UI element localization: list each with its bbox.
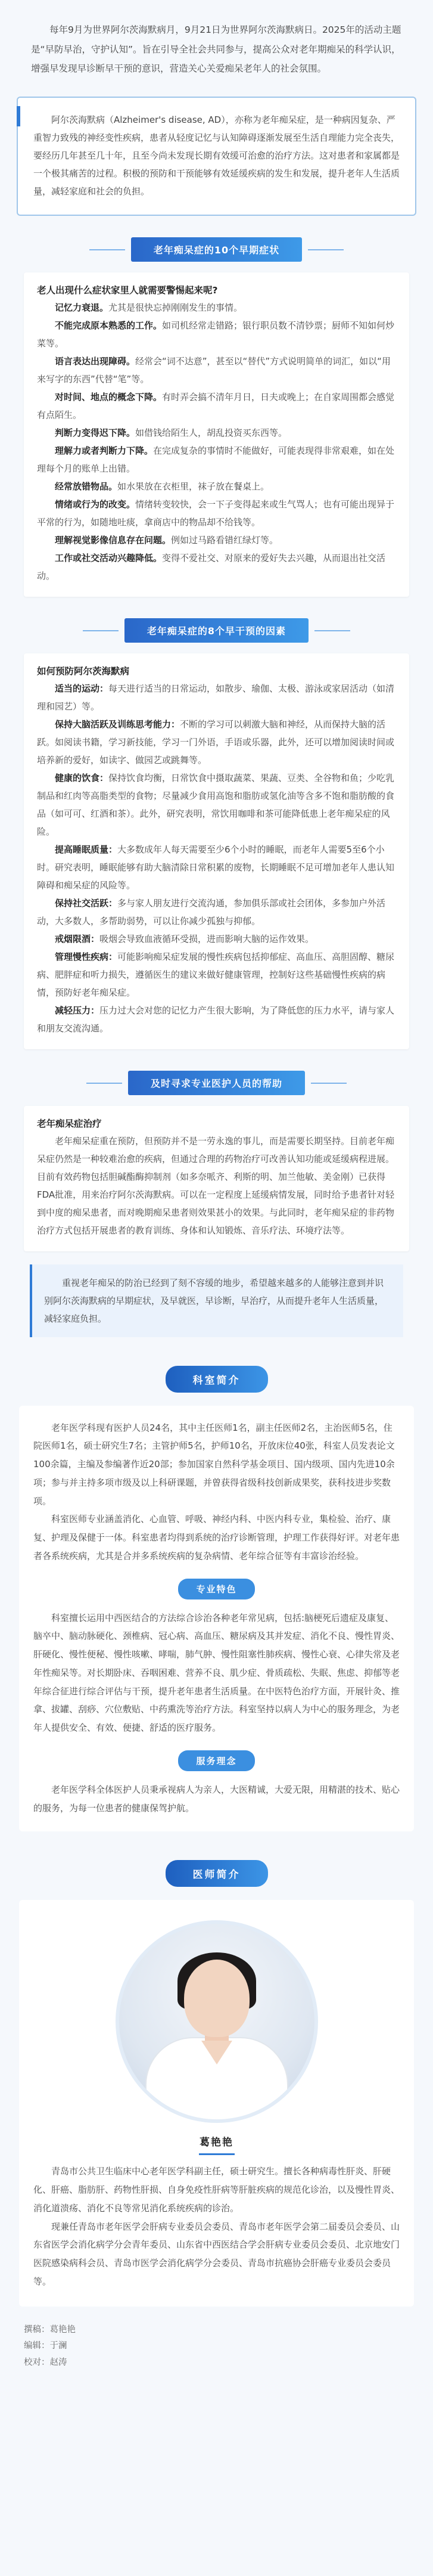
symptom-item [37, 299, 396, 317]
prevention-item-heading: 减轻压力： [55, 1005, 100, 1016]
prevention-item-heading: 适当的运动： [55, 683, 109, 694]
section3-card [24, 1106, 409, 1251]
dept-title-wrap [0, 1366, 433, 1393]
doctor-title: 医师简介 [166, 1860, 268, 1887]
prevention-item-heading: 保持社交活跃： [55, 897, 118, 909]
symptom-item-heading: 语言表达出现障碍。 [55, 355, 136, 367]
symptom-item [37, 388, 396, 424]
prevention-item-heading: 管理慢性疾病： [55, 951, 118, 962]
symptom-item-heading: 工作或社交活动兴趣降低。 [55, 552, 163, 563]
doctor-name-underline [199, 2153, 235, 2155]
prevention-item-heading: 保持大脑活跃及训练思考能力： [55, 718, 180, 730]
prevention-item-text: 可能影响痴呆症发展的慢性疾病包括抑郁症、高血压、高胆固醇、糖尿病、肥胖症和听力损失，遵循医生的建议来做好健康管理，控制好这些基础慢性疾病的病情，预防好老年痴呆症。 [37, 951, 395, 998]
symptom-item [37, 442, 396, 478]
prevention-item [37, 948, 396, 1002]
symptom-item-text: 如水果放在衣柜里，袜子放在餐桌上。 [117, 481, 270, 492]
prevention-item-text: 大多数成年人每天需要至少6个小时的睡眠，而老年人需要5至6个小时。研究表明，睡眠能够有助大脑清除日常积累的废物，长期睡眠不足可增加老年人患认知障碍和痴呆症的风险等。 [37, 844, 395, 891]
section3-lead: 老年痴呆症治疗 [37, 1118, 102, 1129]
prevention-item-text: 不断的学习可以刺激大脑和神经，从而保持大脑的活跃。如阅读书籍，学习新技能，学习一门外语，手语或乐器，此外，还可以增加阅读时间或培养新的爱好，如读字、做园艺或跳舞等。 [37, 718, 395, 765]
quote-card [17, 97, 416, 216]
section2-banner [0, 618, 433, 643]
symptom-item [37, 495, 396, 531]
symptom-item-text: 情绪转变较快，会一下子变得起来或生气骂人；也有可能出现异于平常的行为，如随地吐痰，拿商店中的物品却不给钱等。 [37, 498, 395, 528]
symptom-item [37, 352, 396, 388]
symptom-item-heading: 记忆力衰退。 [55, 302, 109, 313]
section2-title: 老年痴呆症的8个早干预的因素 [124, 618, 309, 643]
prevention-item-heading: 戒烟限酒： [55, 933, 100, 944]
prevention-item [37, 841, 396, 894]
symptom-item-text: 例如过马路看错红绿灯等。 [171, 534, 279, 545]
doctor-title-wrap [0, 1860, 433, 1887]
section1-card [24, 272, 409, 597]
symptom-item-text: 尤其是很快忘掉刚刚发生的事情。 [108, 302, 243, 313]
symptom-item-heading: 判断力变得迟下降。 [55, 427, 136, 438]
doctor-photo [116, 1920, 318, 2123]
symptom-item-heading: 理解视觉影像信息存在问题。 [55, 534, 172, 545]
prevention-item [37, 1002, 396, 1037]
prevention-item [37, 715, 396, 769]
symptom-item-heading: 对时间、地点的概念下降。 [55, 391, 163, 402]
doctor-collar [201, 2041, 232, 2064]
intro-paragraph: 每年9月为世界阿尔茨海默病月，9月21日为世界阿尔茨海默病日。2025年的活动主题是“早防早治，守护认知”。旨在引导全社会共同参与，提高公众对老年期痴呆的科学认识，增强早发现早诊断早干预的意识，营造关心关爱痴呆老年人的社会氛围。 [31, 24, 401, 75]
prevention-item-text: 每天进行适当的日常运动，如散步、瑜伽、太极、游泳或家居活动（如清理和园艺）等。 [37, 683, 395, 712]
symptom-item [37, 531, 396, 549]
prevention-item-text: 保持饮食均衡，日常饮食中摄取蔬菜、果蔬、豆类、全谷物和鱼；少吃乳制品和红肉等高脂类型的食物；尽量减少食用高饱和脂肪或氢化油等含多不饱和脂肪酸的食品（如可可、红酒和茶）。此外，研究表明，常饮用咖啡和茶可能降低患上老年痴呆症的风险。 [37, 772, 395, 837]
intro-block [0, 0, 433, 79]
doctor-para1: 青岛市公共卫生临床中心老年医学科副主任，硕士研究生。擅长各种病毒性肝炎、肝硬化、肝癌、脂肪肝、药物性肝损、自身免疫性肝病等肝脏疾病的规范化诊治，以及慢性胃炎、消化道溃疡、消化不良等常见消化系统疾病的诊治。 [33, 2166, 400, 2214]
dept-para2: 科室医师专业涵盖消化、心血管、呼吸、神经内科、中医内科专业，集检验、治疗、康复、护理及保健于一体。科室患者均得到系统的治疗诊断管理，护理工作获得好评。对老年患者各系统疾病，尤其是合并多系统疾病的复杂病情、老年综合征等有丰富诊治经验。 [33, 1514, 400, 1561]
symptom-item-text: 经常会“词不达意”，甚至以“替代”方式说明简单的词汇，如以“用来写字的东西”代替“笔”等。 [37, 355, 391, 385]
section1-title: 老年痴呆症的10个早期症状 [131, 237, 302, 262]
symptom-item-heading: 理解力或者判断力下降。 [55, 445, 154, 456]
prevention-item [37, 894, 396, 930]
dept-sub2-wrap [33, 1750, 400, 1771]
symptom-item [37, 478, 396, 495]
symptom-item-heading: 情绪或行为的改变。 [55, 498, 136, 510]
section2-list [37, 680, 396, 1037]
credit-proofreader: 校对：赵涛 [24, 2357, 67, 2367]
dept-para3: 科室擅长运用中西医结合的方法综合诊治各种老年常见病，包括:脑梗死后遗症及康复、脑卒中、脑动脉硬化、颈椎病、冠心病、高血压、糖尿病及其并发症、消化不良、慢性胃炎、肝硬化、慢性便秘、慢性咳嗽、哮喘，肺气肿、慢性阻塞性肺疾病、慢性心衰、心律失常及老年性痴呆等。对长期卧床、吞咽困难、营养不良、肌少症、骨质疏松、失眠、焦虑、抑郁等老年综合征进行综合评估与干预，提升老年患者生活质量。在中医特色治疗方面，开展针灸、推拿、拔罐、刮痧、穴位敷贴、中药熏洗等治疗方法。科室坚持以病人为中心的服务理念，为老年人提供安全、有效、便捷、舒适的医疗服务。 [33, 1612, 400, 1734]
symptom-item-heading: 不能完成原本熟悉的工作。 [55, 320, 163, 331]
section3-banner [0, 1071, 433, 1095]
section1-banner [0, 237, 433, 262]
doctor-name: 葛艳艳 [200, 2137, 233, 2149]
prevention-item [37, 769, 396, 841]
credits [0, 2307, 433, 2372]
symptom-item [37, 317, 396, 352]
symptom-item-text: 变得不爱社交、对原来的爱好失去兴趣，从而退出社交活动。 [37, 552, 386, 581]
doctor-box [19, 1900, 414, 2306]
prevention-item-heading: 提高睡眠质量： [55, 844, 118, 855]
credit-writer: 撰稿：葛艳艳 [24, 2324, 76, 2335]
symptom-item-heading: 经常放错物品。 [55, 481, 118, 492]
dept-sub2: 服务理念 [178, 1750, 254, 1771]
credit-editor: 编辑：于澜 [24, 2341, 67, 2351]
dept-sub1-wrap [33, 1579, 400, 1599]
dept-box [19, 1406, 414, 1832]
doctor-para2: 现兼任青岛市老年医学会肝病专业委员会委员、青岛市老年医学会第二届委员会委员、山东省医学会消化病学分会青年委员、山东省中西医结合学会肝病专业委员会委员、北京地安门医院感染病科会员、青岛市医学会消化病学分会委员、青岛市抗癌协会肝癌专业委员会委员等。 [33, 2221, 400, 2287]
section2-lead: 如何预防阿尔茨海默病 [37, 665, 130, 677]
prevention-item-text: 压力过大会对您的记忆力产生很大影响，为了降低您的压力水平，请与家人和朋友交流沟通。 [37, 1005, 395, 1034]
section3-title: 及时寻求专业医护人员的帮助 [128, 1071, 305, 1095]
section2-card [24, 653, 409, 1049]
dept-para1: 老年医学科现有医护人员24名，其中主任医师1名，副主任医师2名，主治医师5名，住院医师1名，硕士研究生7名；主管护师5名，护师10名，开放床位40张，科室人员发表论文100余篇，主编及参编著作近20部；参加国家自然科学基金项目、国内级项、国内先进10余项；参与并主持多项市级及以上科研课题，并曾获得省级科技创新成果奖，获科技进步奖数项。 [33, 1422, 395, 1506]
symptom-item-text: 如借钱给陌生人，胡乱投资买东西等。 [135, 427, 288, 438]
symptom-item [37, 424, 396, 442]
dept-para4: 老年医学科全体医护人员秉承视病人为亲人，大医精诚，大爱无限，用精湛的技术、贴心的服务，为每一位患者的健康保驾护航。 [33, 1784, 400, 1814]
section1-lead: 老人出现什么症状家里人就需要警惕起来呢? [37, 284, 218, 296]
closing-note-text: 重视老年痴呆的防治已经到了刻不容缓的地步，希望越来越多的人能够注意到并识别阿尔茨海默病的早期症状，及早就医，早诊断，早治疗，从而提升老年人生活质量，减轻家庭负担。 [44, 1277, 384, 1324]
closing-note [30, 1264, 403, 1337]
symptom-item-text: 在完成复杂的事情时不能做好，可能表现得非常艰难，如在处理每个月的账单上出错。 [37, 445, 395, 474]
prevention-item-text: 吸烟会导致血液循环受损，进而影响大脑的运作效果。 [99, 933, 314, 944]
symptom-item-text: 有时弄会搞不清年月日，日夫或晚上；在自家周围都会感觉有点陌生。 [37, 391, 395, 420]
dept-title: 科室简介 [166, 1366, 268, 1393]
prevention-item-text: 多与家人朋友进行交流沟通，参加俱乐部或社会团体，多参加户外活动，大多数人，多帮助弱势，可以让你减少孤独与抑郁。 [37, 897, 386, 926]
symptom-item-text: 如司机经常走错路；银行职员数不清钞票；厨师不知如何炒菜等。 [37, 320, 395, 349]
section3-text: 老年痴呆症重在预防，但预防并不是一劳永逸的事儿，而是需要长期坚持。目前老年痴呆症仍然是一种较难治愈的疾病，但通过合理的药物治疗可改善认知功能或延缓病程进展。目前有效药物包括胆碱酯酶抑制剂（如多奈哌齐、利斯的明、加兰他敏、美金刚）已获得FDA批准，用来治疗阿尔茨海默病。可以在一定程度上延缓病情发展，同时给予患者针对轻到中度的痴呆患者，而对晚期痴呆患者则效果甚小的效果。与此同时，老年痴呆症的非药物治疗方式包括开展患者的教育训练、身体和认知锻炼、音乐疗法、环境疗法等。 [37, 1135, 395, 1236]
prevention-item-heading: 健康的饮食： [55, 772, 109, 783]
prevention-item [37, 680, 396, 715]
section1-list [37, 299, 396, 585]
prevention-item [37, 930, 396, 948]
quote-paragraph: 阿尔茨海默病（Alzheimer's disease, AD），亦称为老年痴呆症，是一种病因复杂、严重智力致残的神经变性疾病，患者从轻度记忆与认知障碍逐渐发展至生活自理能力完全丧失，要经历几年甚至几十年，且至今尚未发现长期有效缓可治愈的治疗方法。这对患者和家属都是一个极其痛苦的过程。积极的预防和干预能够有效延缓疾病的发生和发展，提升老年人生活质量，减轻家庭和社会的负担。 [33, 114, 400, 197]
dept-sub1: 专业特色 [178, 1579, 254, 1599]
symptom-item [37, 549, 396, 585]
doctor-face [184, 1960, 250, 2037]
